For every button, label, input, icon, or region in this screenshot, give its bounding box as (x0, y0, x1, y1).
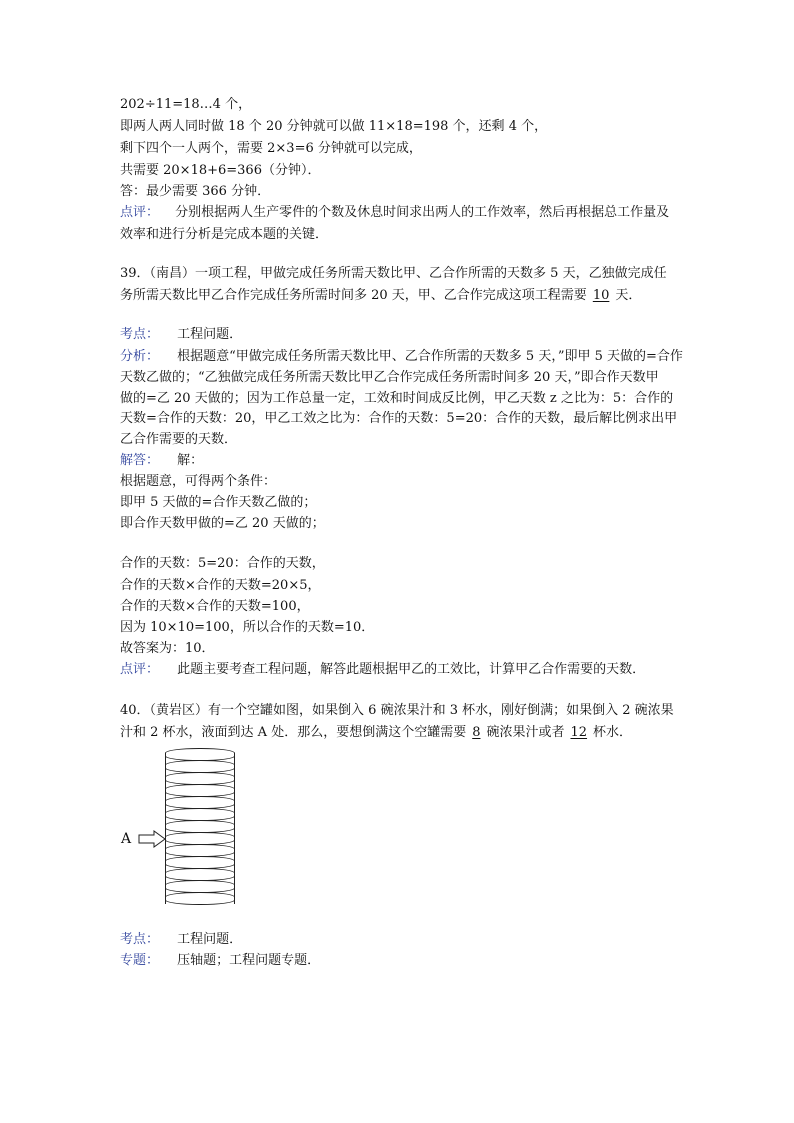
question-39-stem-cont (120, 288, 641, 304)
answer-blank: 10 (592, 288, 610, 303)
text-line: 共需要 20×18+6=366（分钟）． (120, 163, 321, 178)
text-line: 因为 10×10=100，所以合作的天数=10． (120, 620, 375, 635)
jieda-label: 解答： (120, 453, 160, 468)
text-line: 即合作天数甲做的=乙 20 天做的； (120, 516, 325, 531)
stem-text: 碗浓果汁或者 (486, 725, 565, 740)
text-line: 天数乙做的；“乙独做完成任务所需天数比甲乙合作完成任务所需时间多 20 天，”即合作天数甲 (120, 370, 659, 385)
review-label: 点评： (120, 205, 160, 220)
fenxi-text: 根据题意“甲做完成任务所需天数比甲、乙合作所需的天数多 5 天，”即甲 5 天做的=合作 (177, 349, 683, 364)
question-40-stem-cont (120, 725, 632, 741)
text-line: 即甲 5 天做的=合作天数乙做的； (120, 495, 317, 510)
text-line: 答：最少需要 366 分钟． (120, 184, 271, 199)
stem-text: 汁和 2 杯水，液面到达 A 处．那么，要想倒满这个空罐需要 (120, 725, 467, 740)
question-40-stem: 40．（黄岩区）有一个空罐如图，如果倒入 6 碗浓果汁和 3 杯水，刚好倒满；如果倒入 2 碗浓果 (120, 703, 674, 718)
text-line: 乙合作需要的天数． (120, 432, 238, 447)
text-line: 即两人两人同时做 18 个 20 分钟就可以做 11×18=198 个，还剩 4 个， (120, 119, 548, 134)
text-line: 天数=合作的天数：20，甲乙工效之比为：合作的天数：5=20：合作的天数，最后解比例求出甲 (120, 411, 678, 426)
zhuanti-line (120, 953, 320, 969)
jieda-line (120, 453, 203, 469)
kaodian-label: 考点： (120, 932, 160, 947)
dianping-text: 此题主要考查工程问题，解答此题根据甲乙的工效比，计算甲乙合作需要的天数． (177, 662, 646, 677)
fenxi-line (120, 349, 683, 365)
text-line: 合作的天数：5=20：合作的天数， (120, 556, 325, 571)
jieda-text: 解： (177, 453, 204, 468)
text-line: 剩下四个一人两个，需要 2×3=6 分钟就可以完成， (120, 141, 422, 156)
review-line (120, 205, 669, 221)
zhuanti-text: 压轴题；工程问题专题． (177, 953, 321, 968)
stem-text: 杯水． (593, 725, 633, 740)
zhuanti-label: 专题： (120, 953, 160, 968)
question-39-stem: 39．（南昌）一项工程，甲做完成任务所需天数比甲、乙合作所需的天数多 5 天，乙独做完成任 (120, 266, 667, 281)
figure-label-a: A (121, 831, 132, 847)
dianping-line (120, 662, 645, 678)
text-line: 202÷11=18…4 个， (120, 97, 252, 112)
kaodian-label: 考点： (120, 327, 160, 342)
fenxi-label: 分析： (120, 349, 160, 364)
review-text: 分别根据两人生产零件的个数及休息时间求出两人的工作效率，然后再根据总工作量及 (175, 205, 670, 220)
kaodian-line (120, 932, 242, 948)
answer-blank-1: 8 (472, 725, 481, 740)
text-line: 根据题意，可得两个条件： (120, 474, 277, 489)
dianping-label: 点评： (120, 662, 160, 677)
kaodian-text: 工程问题． (177, 932, 243, 947)
arrow-right-icon (138, 830, 166, 848)
kaodian-line (120, 327, 242, 343)
kaodian-text: 工程问题． (177, 327, 243, 342)
text-line: 效率和进行分析是完成本题的关键． (120, 227, 329, 242)
answer-blank-2: 12 (570, 725, 588, 740)
stem-text: 务所需天数比甲乙合作完成任务所需时间多 20 天，甲、乙合作完成这项工程需要 (120, 288, 587, 303)
text-line: 合作的天数×合作的天数=20×5， (120, 578, 321, 593)
can-ring (165, 892, 235, 905)
stem-text: 天． (615, 288, 642, 303)
text-line: 故答案为：10． (120, 641, 215, 656)
text-line: 合作的天数×合作的天数=100， (120, 599, 310, 614)
text-line: 做的=乙 20 天做的；因为工作总量一定，工效和时间成反比例，甲乙天数 z 之比为：5：合作的 (120, 391, 674, 406)
